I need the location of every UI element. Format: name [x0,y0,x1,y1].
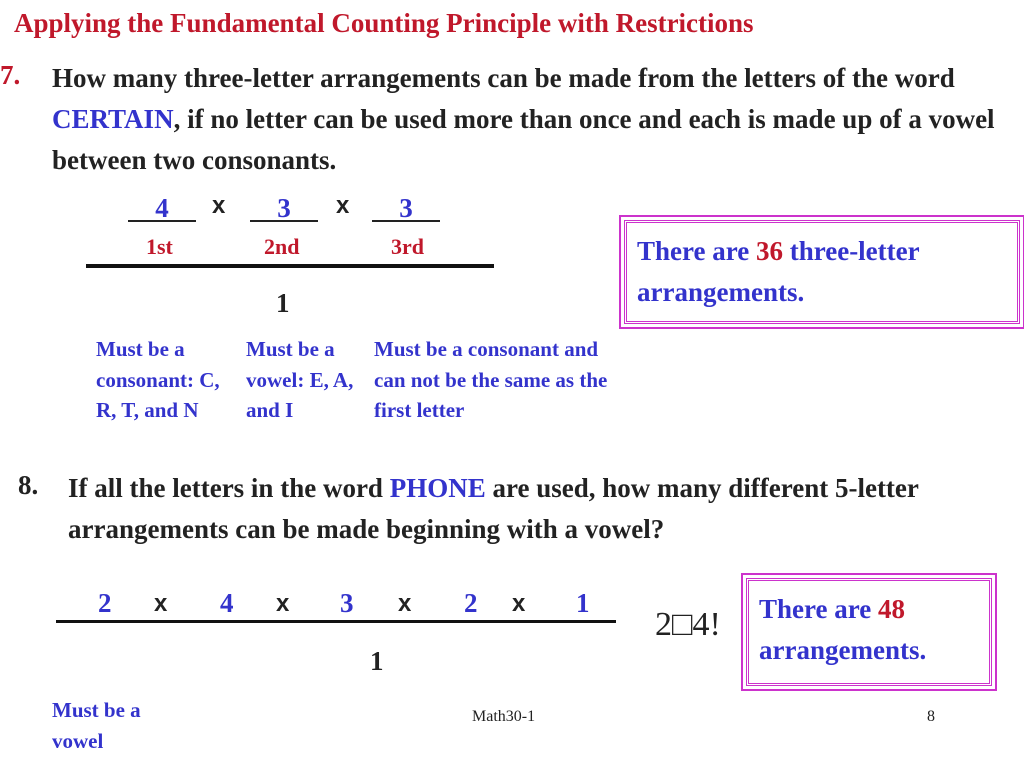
q7-blank-3: 3 [372,196,440,222]
q8-factor-1: 2 [98,588,112,618]
slide-title: Applying the Fundamental Counting Principle with Restrictions [14,8,754,38]
question-8-word: PHONE [389,473,486,503]
q7-answer-suffix: three-letter arrangements. [637,236,920,307]
q8-note: Must be a vowel [52,698,141,753]
question-7-word: CERTAIN [52,104,174,134]
q7-position-1st: 1st [146,234,173,259]
question-8-number: 8. [18,470,39,500]
q8-denominator: 1 [370,646,384,676]
q8-answer-box [746,578,992,686]
question-7-number: 7. [0,60,21,90]
q7-blank-1: 4 [128,196,196,222]
q8-factor-3: 3 [340,588,354,618]
q8-answer-suffix: arrangements. [759,635,927,665]
q8-times-3: x [398,590,412,617]
question-7-text-after: , if no letter can be used more than once and each is made up of a vowel between two consonants. [52,104,995,175]
q8-fraction-bar [56,620,616,623]
q8-factor-5: 1 [576,588,590,618]
q7-answer-box [624,220,1020,324]
q8-factor-2: 4 [220,588,234,618]
q8-answer-value: 48 [877,594,905,624]
question-8-text-before: If all the letters in the word [68,473,390,503]
question-7-text-before: How many three-letter arrangements can be made from the letters of the word [52,63,955,93]
footer-course: Math30-1 [472,708,536,725]
question-7-text [52,58,1012,181]
q7-blank-2: 3 [250,196,318,222]
q7-note-first: Must be a consonant: C, R, T, and N [96,337,220,422]
q7-note-second: Must be a vowel: E, A, and I [246,337,354,422]
q7-note-third: Must be a consonant and can not be the same as the first letter [374,337,608,422]
q7-times-2: x [336,192,350,219]
question-8-text [68,468,988,550]
q7-times-1: x [212,192,226,219]
q8-factor-4: 2 [464,588,478,618]
q7-answer-prefix: There are [637,236,756,266]
q7-denominator: 1 [276,288,290,318]
q7-position-3rd: 3rd [391,234,424,259]
footer-page-number: 8 [927,708,935,725]
q8-factorial-expression: 2□4! [655,606,721,643]
q7-answer-value: 36 [755,236,783,266]
q8-times-1: x [154,590,168,617]
q8-answer-prefix: There are [759,594,878,624]
q7-position-2nd: 2nd [264,234,300,259]
q7-fraction-bar [86,264,494,268]
q8-times-4: x [512,590,526,617]
question-8-text-after: are used, how many different 5-letter arrangements can be made beginning with a vowel? [68,473,919,544]
q8-times-2: x [276,590,290,617]
